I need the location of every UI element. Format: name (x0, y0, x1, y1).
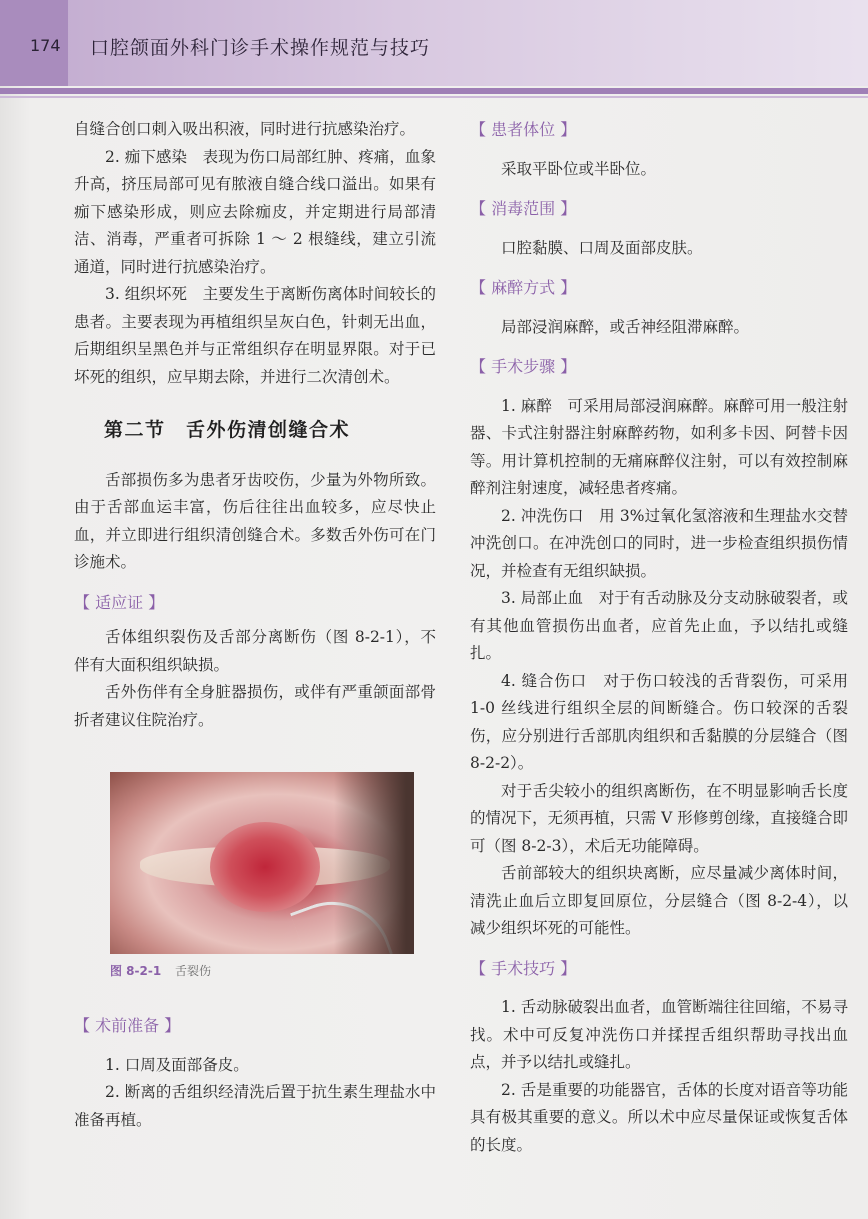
paragraph: 口腔黏膜、口周及面部皮肤。 (501, 238, 703, 257)
section-tag: 【 手术步骤 】 (470, 357, 577, 376)
section-tag: 【 手术技巧 】 (470, 958, 577, 978)
paragraph: 对于舌尖较小的组织离断伤，在不明显影响舌长度的情况下，无须再植，只需 V 形修剪创缘，直接缝合即可（图 8-2-3），术后无功能障碍。 (470, 781, 848, 855)
page-number: 174 (30, 36, 61, 55)
section-tag: 【 适应证 】 (74, 592, 165, 612)
tag-label: 手术步骤 (491, 357, 556, 376)
tag-label: 麻醉方式 (491, 278, 556, 297)
figure-caption (110, 962, 211, 979)
paragraph: 局部浸润麻醉，或舌神经阻滞麻醉。 (501, 317, 750, 336)
paragraph: 4. 缝合伤口 对于伤口较浅的舌背裂伤，可采用 1-0 丝线进行组织全层的间断缝合。伤口较深的舌裂伤，应分别进行舌部肌肉组织和舌黏膜的分层缝合（图 8-2-2）。 (470, 671, 848, 772)
tag-label: 消毒范围 (491, 199, 556, 218)
paragraph: 3. 局部止血 对于有舌动脉及分支动脉破裂者，或有其他血管损伤出血者，应首先止血，予以结扎或缝扎。 (470, 589, 848, 662)
paragraph: 2. 舌是重要的功能器官，舌体的长度对语音等功能具有极其重要的意义。所以术中应尽量保证或恢复舌体的长度。 (470, 1080, 848, 1154)
tag-label: 术前准备 (95, 1016, 160, 1035)
section-tag: 【 消毒范围 】 (470, 199, 577, 218)
figure-caption-text: 舌裂伤 (175, 964, 212, 978)
tag-label: 患者体位 (491, 120, 556, 139)
paragraph: 舌部损伤多为患者牙齿咬伤，少量为外物所致。由于舌部血运丰富，伤后往往出血较多，应尽快止血，并立即进行组织清创缝合术。多数舌外伤可在门诊施术。 (74, 470, 436, 571)
header-rule-thin (0, 96, 868, 98)
figure-photo (110, 772, 414, 954)
paragraph: 2. 断离的舌组织经清洗后置于抗生素生理盐水中准备再植。 (74, 1083, 436, 1129)
paragraph: 1. 麻醉 可采用局部浸润麻醉。麻醉可用一般注射器、卡式注射器注射麻醉药物，如利多卡因、阿替卡因等。用计算机控制的无痛麻醉仪注射，可以有效控制麻醉剂注射速度，减轻患者疼痛。 (470, 396, 848, 497)
tongue-wound (210, 822, 320, 912)
paragraph: 1. 舌动脉破裂出血者，血管断端往往回缩，不易寻找。术中可反复冲洗伤口并揉捏舌组织帮助寻找出血点，并予以结扎或缝扎。 (470, 998, 848, 1071)
section-tag: 【 麻醉方式 】 (470, 278, 577, 297)
tag-label: 手术技巧 (491, 958, 556, 978)
shadow (334, 772, 414, 954)
paragraph: 2. 冲洗伤口 用 3%过氧化氢溶液和生理盐水交替冲洗创口。在冲洗创口的同时，进一步检查组织损伤情况，并检查有无组织缺损。 (470, 506, 848, 580)
left-column (74, 116, 436, 734)
right-column (470, 116, 848, 1159)
header-rule (0, 88, 868, 94)
paragraph: 舌前部较大的组织块离断，应尽量减少离体时间，清洗止血后立即复回原位，分层缝合（图 8-2-4），以减少组织坏死的可能性。 (470, 864, 848, 937)
paragraph: 舌外伤伴有全身脏器损伤，或伴有严重颌面部骨折者建议住院治疗。 (74, 683, 436, 729)
tag-label: 适应证 (95, 592, 144, 612)
paragraph: 3. 组织坏死 主要发生于离断伤离体时间较长的患者。主要表现为再植组织呈灰白色，针刺无出血，后期组织呈黑色并与正常组织存在明显界限。对于已坏死的组织，应早期去除，并进行二次清创术。 (74, 285, 436, 386)
section-tag: 【 术前准备 】 (74, 1016, 181, 1035)
left-column-bottom (74, 1012, 436, 1134)
figure-number: 图 8-2-1 (110, 964, 162, 978)
running-title: 口腔颌面外科门诊手术操作规范与技巧 (90, 37, 431, 59)
paragraph: 舌体组织裂伤及舌部分离断伤（图 8-2-1），不伴有大面积组织缺损。 (74, 628, 436, 674)
paragraph: 2. 痂下感染 表现为伤口局部红肿、疼痛，血象升高，挤压局部可见有脓液自缝合线口溢出。如果有痂下感染形成，则应去除痂皮，并定期进行局部清洁、消毒，严重者可拆除 1 ～ 2 根缝线，建立引流通道，同时进行抗感染治疗。 (74, 147, 436, 276)
paragraph: 采取平卧位或半卧位。 (501, 159, 657, 178)
paragraph: 自缝合创口刺入吸出积液，同时进行抗感染治疗。 (74, 120, 416, 138)
paragraph: 1. 口周及面部备皮。 (105, 1055, 249, 1074)
page-header (0, 0, 868, 86)
section-title: 第二节 舌外伤清创缝合术 (104, 419, 351, 441)
section-tag: 【 患者体位 】 (470, 120, 577, 139)
